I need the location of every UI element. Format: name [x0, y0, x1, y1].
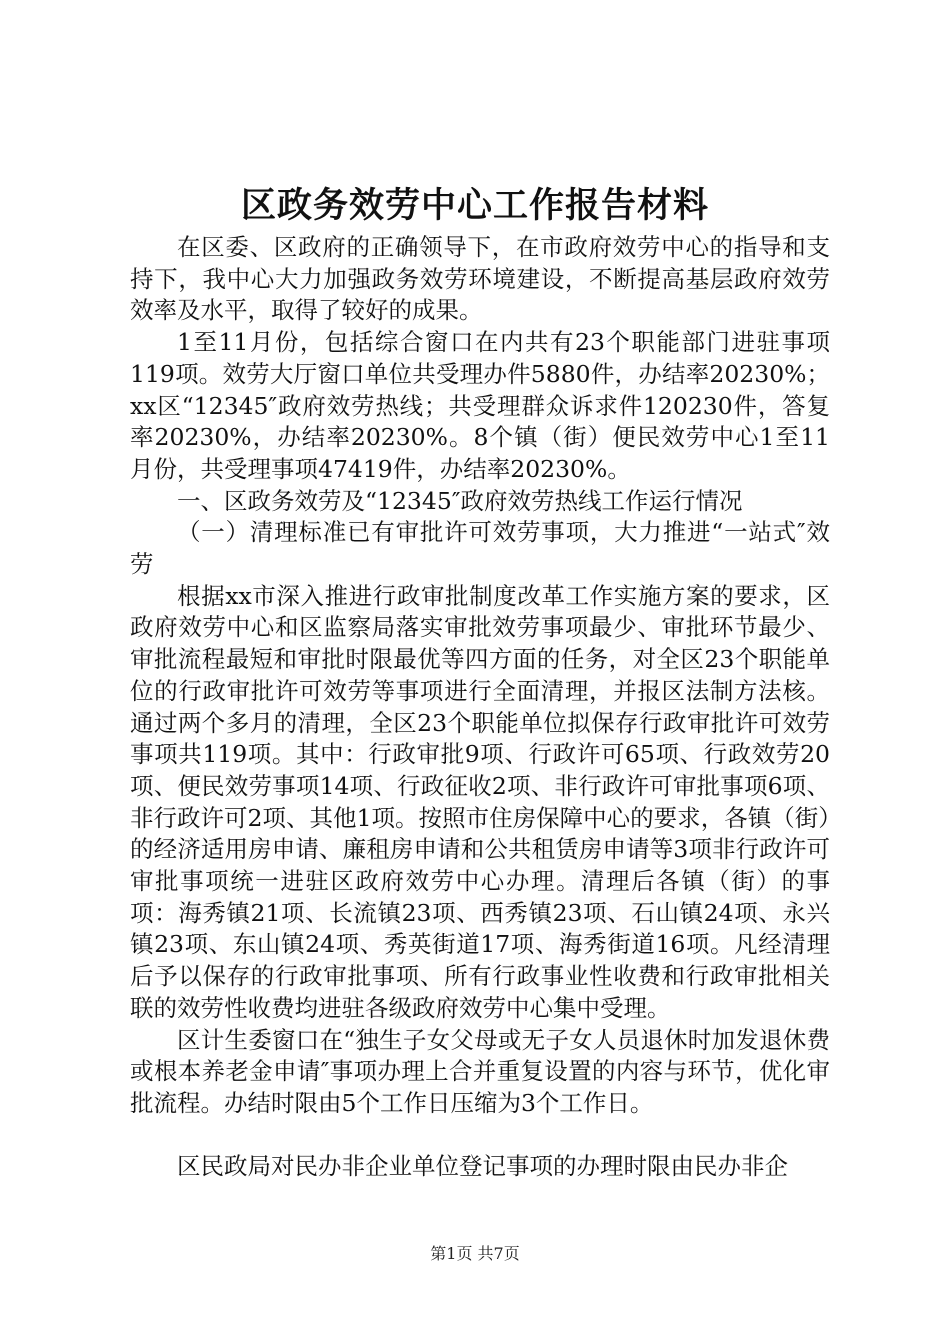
paragraph-cleanup: 根据xx市深入推进行政审批制度改革工作实施方案的要求，区政府效劳中心和区监察局落实审批效劳事项最少、审批环节最少、审批流程最短和审批时限最优等四方面的任务，对全区23个职能单位的行政审批许可效劳等事项进行全面清理，并报区法制方法核。通过两个多月的清理，全区23个职能单位拟保存行政审批许可效劳事项共119项。其中：行政审批9项、行政许可65项、行政效劳20项、便民效劳事项14项、行政征收2项、非行政许可审批事项6项、非行政许可2项、其他1项。按照市住房保障中心的要求，各镇（街）的经济适用房申请、廉租房申请和公共租赁房申请等3项非行政许可审批事项统一进驻区政府效劳中心办理。清理后各镇（街）的事项：海秀镇21项、长流镇23项、西秀镇23项、石山镇24项、永兴镇23项、东山镇24项、秀英街道17项、海秀街道16项。凡经清理后予以保存的行政审批事项、所有行政事业性收费和行政审批相关联的效劳性收费均进驻各级政府效劳中心集中受理。 [130, 581, 830, 1022]
paragraph-family-planning: 区计生委窗口在“独生子女父母或无子女人员退休时加发退休费或根本养老金申请″事项办理上合并重复设置的内容与环节，优化审批流程。办结时限由5个工作日压缩为3个工作日。 [130, 1025, 830, 1117]
document-body [130, 232, 830, 1183]
paragraph-statistics: 1至11月份，包括综合窗口在内共有23个职能部门进驻事项119项。效劳大厅窗口单位共受理办件5880件，办结率20230%；xx区“12345″政府效劳热线；共受理群众诉求件120230件，答复率20230%，办结率20230%。8个镇（街）便民效劳中心1至11月份，共受理事项47419件，办结率20230%。 [130, 328, 830, 483]
subsection-heading-1: （一）清理标准已有审批许可效劳事项，大力推进“一站式″效劳 [130, 518, 830, 579]
paragraph-intro: 在区委、区政府的正确领导下，在市政府效劳中心的指导和支持下，我中心大力加强政务效劳环境建设，不断提高基层政府效劳效率及水平，取得了较好的成果。 [130, 233, 830, 325]
document-title: 区政务效劳中心工作报告材料 [240, 185, 709, 226]
paragraph-civil-affairs: 区民政局对民办非企业单位登记事项的办理时限由民办非企 [177, 1152, 788, 1181]
section-heading-1: 一、区政务效劳及“12345″政府效劳热线工作运行情况 [177, 486, 743, 515]
page-footer: 第1页 共7页 [430, 1244, 520, 1263]
